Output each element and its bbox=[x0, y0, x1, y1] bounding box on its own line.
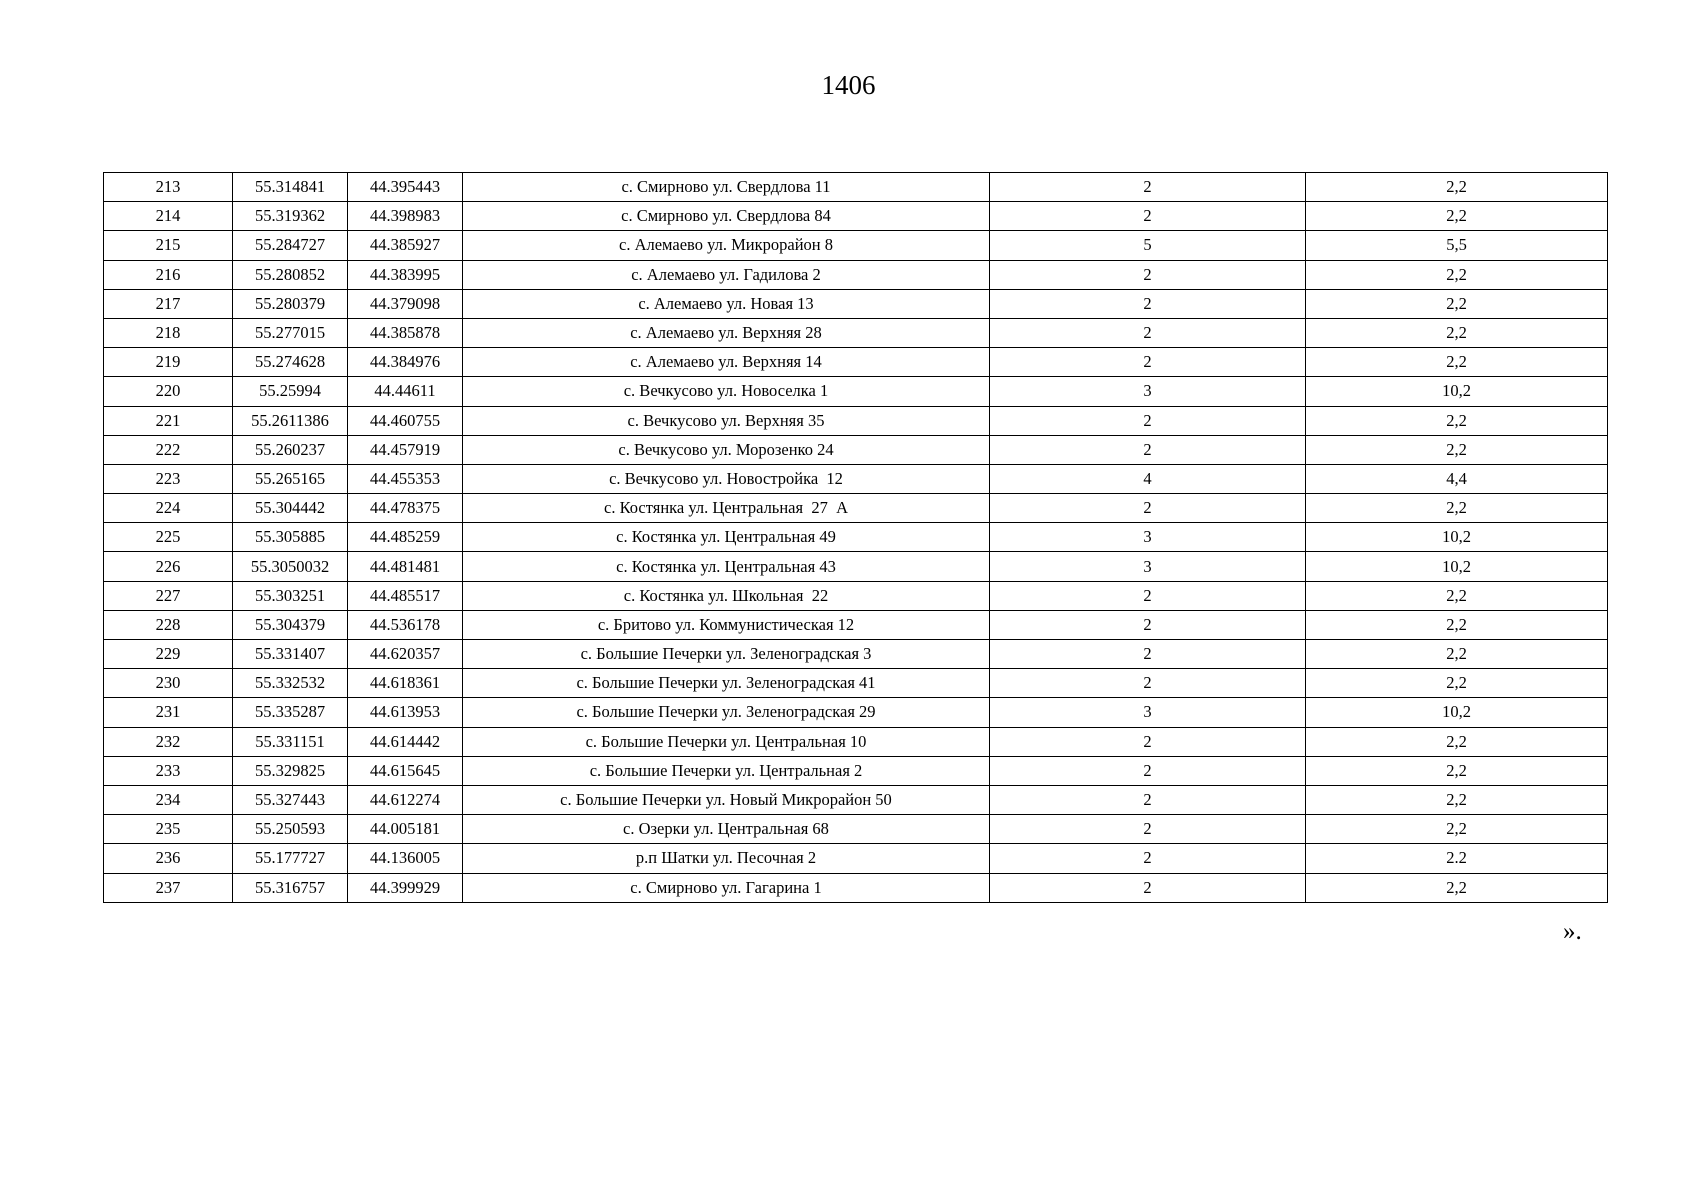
row-number-cell: 234 bbox=[104, 785, 233, 814]
address-cell: с. Вечкусово ул. Новостройка 12 bbox=[463, 464, 990, 493]
address-cell: с. Алемаево ул. Микрорайон 8 bbox=[463, 231, 990, 260]
closing-quote-mark: ». bbox=[1563, 918, 1582, 945]
table-row bbox=[104, 523, 1608, 552]
longitude-cell: 44.399929 bbox=[348, 873, 463, 902]
latitude-cell: 55.250593 bbox=[233, 815, 348, 844]
count-cell: 2 bbox=[990, 873, 1306, 902]
table-row bbox=[104, 785, 1608, 814]
latitude-cell: 55.327443 bbox=[233, 785, 348, 814]
address-cell: с. Алемаево ул. Верхняя 14 bbox=[463, 348, 990, 377]
value-cell: 4,4 bbox=[1306, 464, 1608, 493]
row-number-cell: 226 bbox=[104, 552, 233, 581]
table-row bbox=[104, 464, 1608, 493]
latitude-cell: 55.284727 bbox=[233, 231, 348, 260]
value-cell: 2,2 bbox=[1306, 785, 1608, 814]
address-table bbox=[103, 172, 1608, 903]
longitude-cell: 44.620357 bbox=[348, 640, 463, 669]
count-cell: 2 bbox=[990, 202, 1306, 231]
value-cell: 2,2 bbox=[1306, 610, 1608, 639]
longitude-cell: 44.385878 bbox=[348, 318, 463, 347]
table-row bbox=[104, 727, 1608, 756]
table-row bbox=[104, 756, 1608, 785]
count-cell: 3 bbox=[990, 552, 1306, 581]
address-cell: с. Костянка ул. Школьная 22 bbox=[463, 581, 990, 610]
longitude-cell: 44.136005 bbox=[348, 844, 463, 873]
longitude-cell: 44.481481 bbox=[348, 552, 463, 581]
row-number-cell: 217 bbox=[104, 289, 233, 318]
latitude-cell: 55.331407 bbox=[233, 640, 348, 669]
latitude-cell: 55.319362 bbox=[233, 202, 348, 231]
table-row bbox=[104, 377, 1608, 406]
table-row bbox=[104, 260, 1608, 289]
table-row bbox=[104, 581, 1608, 610]
count-cell: 2 bbox=[990, 318, 1306, 347]
latitude-cell: 55.331151 bbox=[233, 727, 348, 756]
longitude-cell: 44.615645 bbox=[348, 756, 463, 785]
value-cell: 2,2 bbox=[1306, 640, 1608, 669]
address-cell: с. Озерки ул. Центральная 68 bbox=[463, 815, 990, 844]
row-number-cell: 231 bbox=[104, 698, 233, 727]
longitude-cell: 44.385927 bbox=[348, 231, 463, 260]
latitude-cell: 55.277015 bbox=[233, 318, 348, 347]
address-cell: р.п Шатки ул. Песочная 2 bbox=[463, 844, 990, 873]
longitude-cell: 44.485259 bbox=[348, 523, 463, 552]
latitude-cell: 55.2611386 bbox=[233, 406, 348, 435]
latitude-cell: 55.265165 bbox=[233, 464, 348, 493]
value-cell: 2,2 bbox=[1306, 173, 1608, 202]
longitude-cell: 44.536178 bbox=[348, 610, 463, 639]
page-number: 1406 bbox=[821, 70, 876, 100]
latitude-cell: 55.316757 bbox=[233, 873, 348, 902]
count-cell: 2 bbox=[990, 406, 1306, 435]
address-cell: с. Алемаево ул. Новая 13 bbox=[463, 289, 990, 318]
latitude-cell: 55.332532 bbox=[233, 669, 348, 698]
address-cell: с. Большие Печерки ул. Зеленоградская 41 bbox=[463, 669, 990, 698]
value-cell: 2,2 bbox=[1306, 815, 1608, 844]
table-row bbox=[104, 844, 1608, 873]
address-cell: с. Бритово ул. Коммунистическая 12 bbox=[463, 610, 990, 639]
row-number-cell: 215 bbox=[104, 231, 233, 260]
count-cell: 2 bbox=[990, 289, 1306, 318]
count-cell: 3 bbox=[990, 377, 1306, 406]
row-number-cell: 233 bbox=[104, 756, 233, 785]
longitude-cell: 44.614442 bbox=[348, 727, 463, 756]
latitude-cell: 55.25994 bbox=[233, 377, 348, 406]
value-cell: 2,2 bbox=[1306, 406, 1608, 435]
row-number-cell: 214 bbox=[104, 202, 233, 231]
value-cell: 2,2 bbox=[1306, 669, 1608, 698]
row-number-cell: 228 bbox=[104, 610, 233, 639]
latitude-cell: 55.304442 bbox=[233, 494, 348, 523]
row-number-cell: 237 bbox=[104, 873, 233, 902]
table-row bbox=[104, 698, 1608, 727]
address-cell: с. Большие Печерки ул. Новый Микрорайон 50 bbox=[463, 785, 990, 814]
address-cell: с. Вечкусово ул. Морозенко 24 bbox=[463, 435, 990, 464]
value-cell: 2.2 bbox=[1306, 844, 1608, 873]
latitude-cell: 55.304379 bbox=[233, 610, 348, 639]
row-number-cell: 227 bbox=[104, 581, 233, 610]
latitude-cell: 55.274628 bbox=[233, 348, 348, 377]
longitude-cell: 44.460755 bbox=[348, 406, 463, 435]
row-number-cell: 221 bbox=[104, 406, 233, 435]
value-cell: 2,2 bbox=[1306, 202, 1608, 231]
longitude-cell: 44.485517 bbox=[348, 581, 463, 610]
row-number-cell: 218 bbox=[104, 318, 233, 347]
longitude-cell: 44.457919 bbox=[348, 435, 463, 464]
latitude-cell: 55.3050032 bbox=[233, 552, 348, 581]
longitude-cell: 44.398983 bbox=[348, 202, 463, 231]
value-cell: 10,2 bbox=[1306, 552, 1608, 581]
row-number-cell: 216 bbox=[104, 260, 233, 289]
address-cell: с. Смирново ул. Свердлова 11 bbox=[463, 173, 990, 202]
count-cell: 2 bbox=[990, 756, 1306, 785]
row-number-cell: 220 bbox=[104, 377, 233, 406]
value-cell: 2,2 bbox=[1306, 435, 1608, 464]
value-cell: 10,2 bbox=[1306, 523, 1608, 552]
table-row bbox=[104, 231, 1608, 260]
address-cell: с. Алемаево ул. Гадилова 2 bbox=[463, 260, 990, 289]
address-cell: с. Костянка ул. Центральная 43 bbox=[463, 552, 990, 581]
table-row bbox=[104, 815, 1608, 844]
longitude-cell: 44.613953 bbox=[348, 698, 463, 727]
address-cell: с. Смирново ул. Гагарина 1 bbox=[463, 873, 990, 902]
count-cell: 2 bbox=[990, 494, 1306, 523]
latitude-cell: 55.335287 bbox=[233, 698, 348, 727]
count-cell: 2 bbox=[990, 844, 1306, 873]
longitude-cell: 44.383995 bbox=[348, 260, 463, 289]
table-row bbox=[104, 610, 1608, 639]
longitude-cell: 44.005181 bbox=[348, 815, 463, 844]
value-cell: 10,2 bbox=[1306, 377, 1608, 406]
count-cell: 2 bbox=[990, 260, 1306, 289]
count-cell: 3 bbox=[990, 698, 1306, 727]
value-cell: 2,2 bbox=[1306, 756, 1608, 785]
table-row bbox=[104, 406, 1608, 435]
longitude-cell: 44.455353 bbox=[348, 464, 463, 493]
longitude-cell: 44.395443 bbox=[348, 173, 463, 202]
longitude-cell: 44.384976 bbox=[348, 348, 463, 377]
address-cell: с. Большие Печерки ул. Центральная 10 bbox=[463, 727, 990, 756]
address-cell: с. Смирново ул. Свердлова 84 bbox=[463, 202, 990, 231]
value-cell: 2,2 bbox=[1306, 289, 1608, 318]
count-cell: 2 bbox=[990, 669, 1306, 698]
count-cell: 2 bbox=[990, 785, 1306, 814]
value-cell: 2,2 bbox=[1306, 318, 1608, 347]
count-cell: 2 bbox=[990, 581, 1306, 610]
table-row bbox=[104, 348, 1608, 377]
latitude-cell: 55.177727 bbox=[233, 844, 348, 873]
value-cell: 2,2 bbox=[1306, 873, 1608, 902]
address-cell: с. Костянка ул. Центральная 27 А bbox=[463, 494, 990, 523]
row-number-cell: 222 bbox=[104, 435, 233, 464]
count-cell: 3 bbox=[990, 523, 1306, 552]
address-cell: с. Алемаево ул. Верхняя 28 bbox=[463, 318, 990, 347]
row-number-cell: 235 bbox=[104, 815, 233, 844]
address-cell: с. Костянка ул. Центральная 49 bbox=[463, 523, 990, 552]
value-cell: 5,5 bbox=[1306, 231, 1608, 260]
table-row bbox=[104, 318, 1608, 347]
table-row bbox=[104, 289, 1608, 318]
count-cell: 2 bbox=[990, 173, 1306, 202]
latitude-cell: 55.303251 bbox=[233, 581, 348, 610]
table-row bbox=[104, 435, 1608, 464]
count-cell: 2 bbox=[990, 348, 1306, 377]
row-number-cell: 213 bbox=[104, 173, 233, 202]
table-row bbox=[104, 202, 1608, 231]
latitude-cell: 55.305885 bbox=[233, 523, 348, 552]
row-number-cell: 225 bbox=[104, 523, 233, 552]
row-number-cell: 219 bbox=[104, 348, 233, 377]
value-cell: 2,2 bbox=[1306, 494, 1608, 523]
value-cell: 2,2 bbox=[1306, 581, 1608, 610]
count-cell: 2 bbox=[990, 435, 1306, 464]
count-cell: 2 bbox=[990, 727, 1306, 756]
table-row bbox=[104, 873, 1608, 902]
table-row bbox=[104, 494, 1608, 523]
longitude-cell: 44.618361 bbox=[348, 669, 463, 698]
longitude-cell: 44.612274 bbox=[348, 785, 463, 814]
latitude-cell: 55.314841 bbox=[233, 173, 348, 202]
count-cell: 2 bbox=[990, 640, 1306, 669]
value-cell: 2,2 bbox=[1306, 348, 1608, 377]
latitude-cell: 55.280852 bbox=[233, 260, 348, 289]
latitude-cell: 55.329825 bbox=[233, 756, 348, 785]
count-cell: 4 bbox=[990, 464, 1306, 493]
address-cell: с. Большие Печерки ул. Центральная 2 bbox=[463, 756, 990, 785]
table-row bbox=[104, 669, 1608, 698]
row-number-cell: 229 bbox=[104, 640, 233, 669]
count-cell: 5 bbox=[990, 231, 1306, 260]
value-cell: 2,2 bbox=[1306, 727, 1608, 756]
table-body bbox=[104, 173, 1608, 903]
table-row bbox=[104, 552, 1608, 581]
value-cell: 10,2 bbox=[1306, 698, 1608, 727]
longitude-cell: 44.44611 bbox=[348, 377, 463, 406]
latitude-cell: 55.280379 bbox=[233, 289, 348, 318]
longitude-cell: 44.478375 bbox=[348, 494, 463, 523]
address-cell: с. Вечкусово ул. Верхняя 35 bbox=[463, 406, 990, 435]
address-cell: с. Большие Печерки ул. Зеленоградская 29 bbox=[463, 698, 990, 727]
value-cell: 2,2 bbox=[1306, 260, 1608, 289]
longitude-cell: 44.379098 bbox=[348, 289, 463, 318]
count-cell: 2 bbox=[990, 815, 1306, 844]
address-cell: с. Большие Печерки ул. Зеленоградская 3 bbox=[463, 640, 990, 669]
latitude-cell: 55.260237 bbox=[233, 435, 348, 464]
table-row bbox=[104, 173, 1608, 202]
count-cell: 2 bbox=[990, 610, 1306, 639]
row-number-cell: 232 bbox=[104, 727, 233, 756]
row-number-cell: 223 bbox=[104, 464, 233, 493]
address-cell: с. Вечкусово ул. Новоселка 1 bbox=[463, 377, 990, 406]
table-row bbox=[104, 640, 1608, 669]
row-number-cell: 224 bbox=[104, 494, 233, 523]
row-number-cell: 236 bbox=[104, 844, 233, 873]
row-number-cell: 230 bbox=[104, 669, 233, 698]
